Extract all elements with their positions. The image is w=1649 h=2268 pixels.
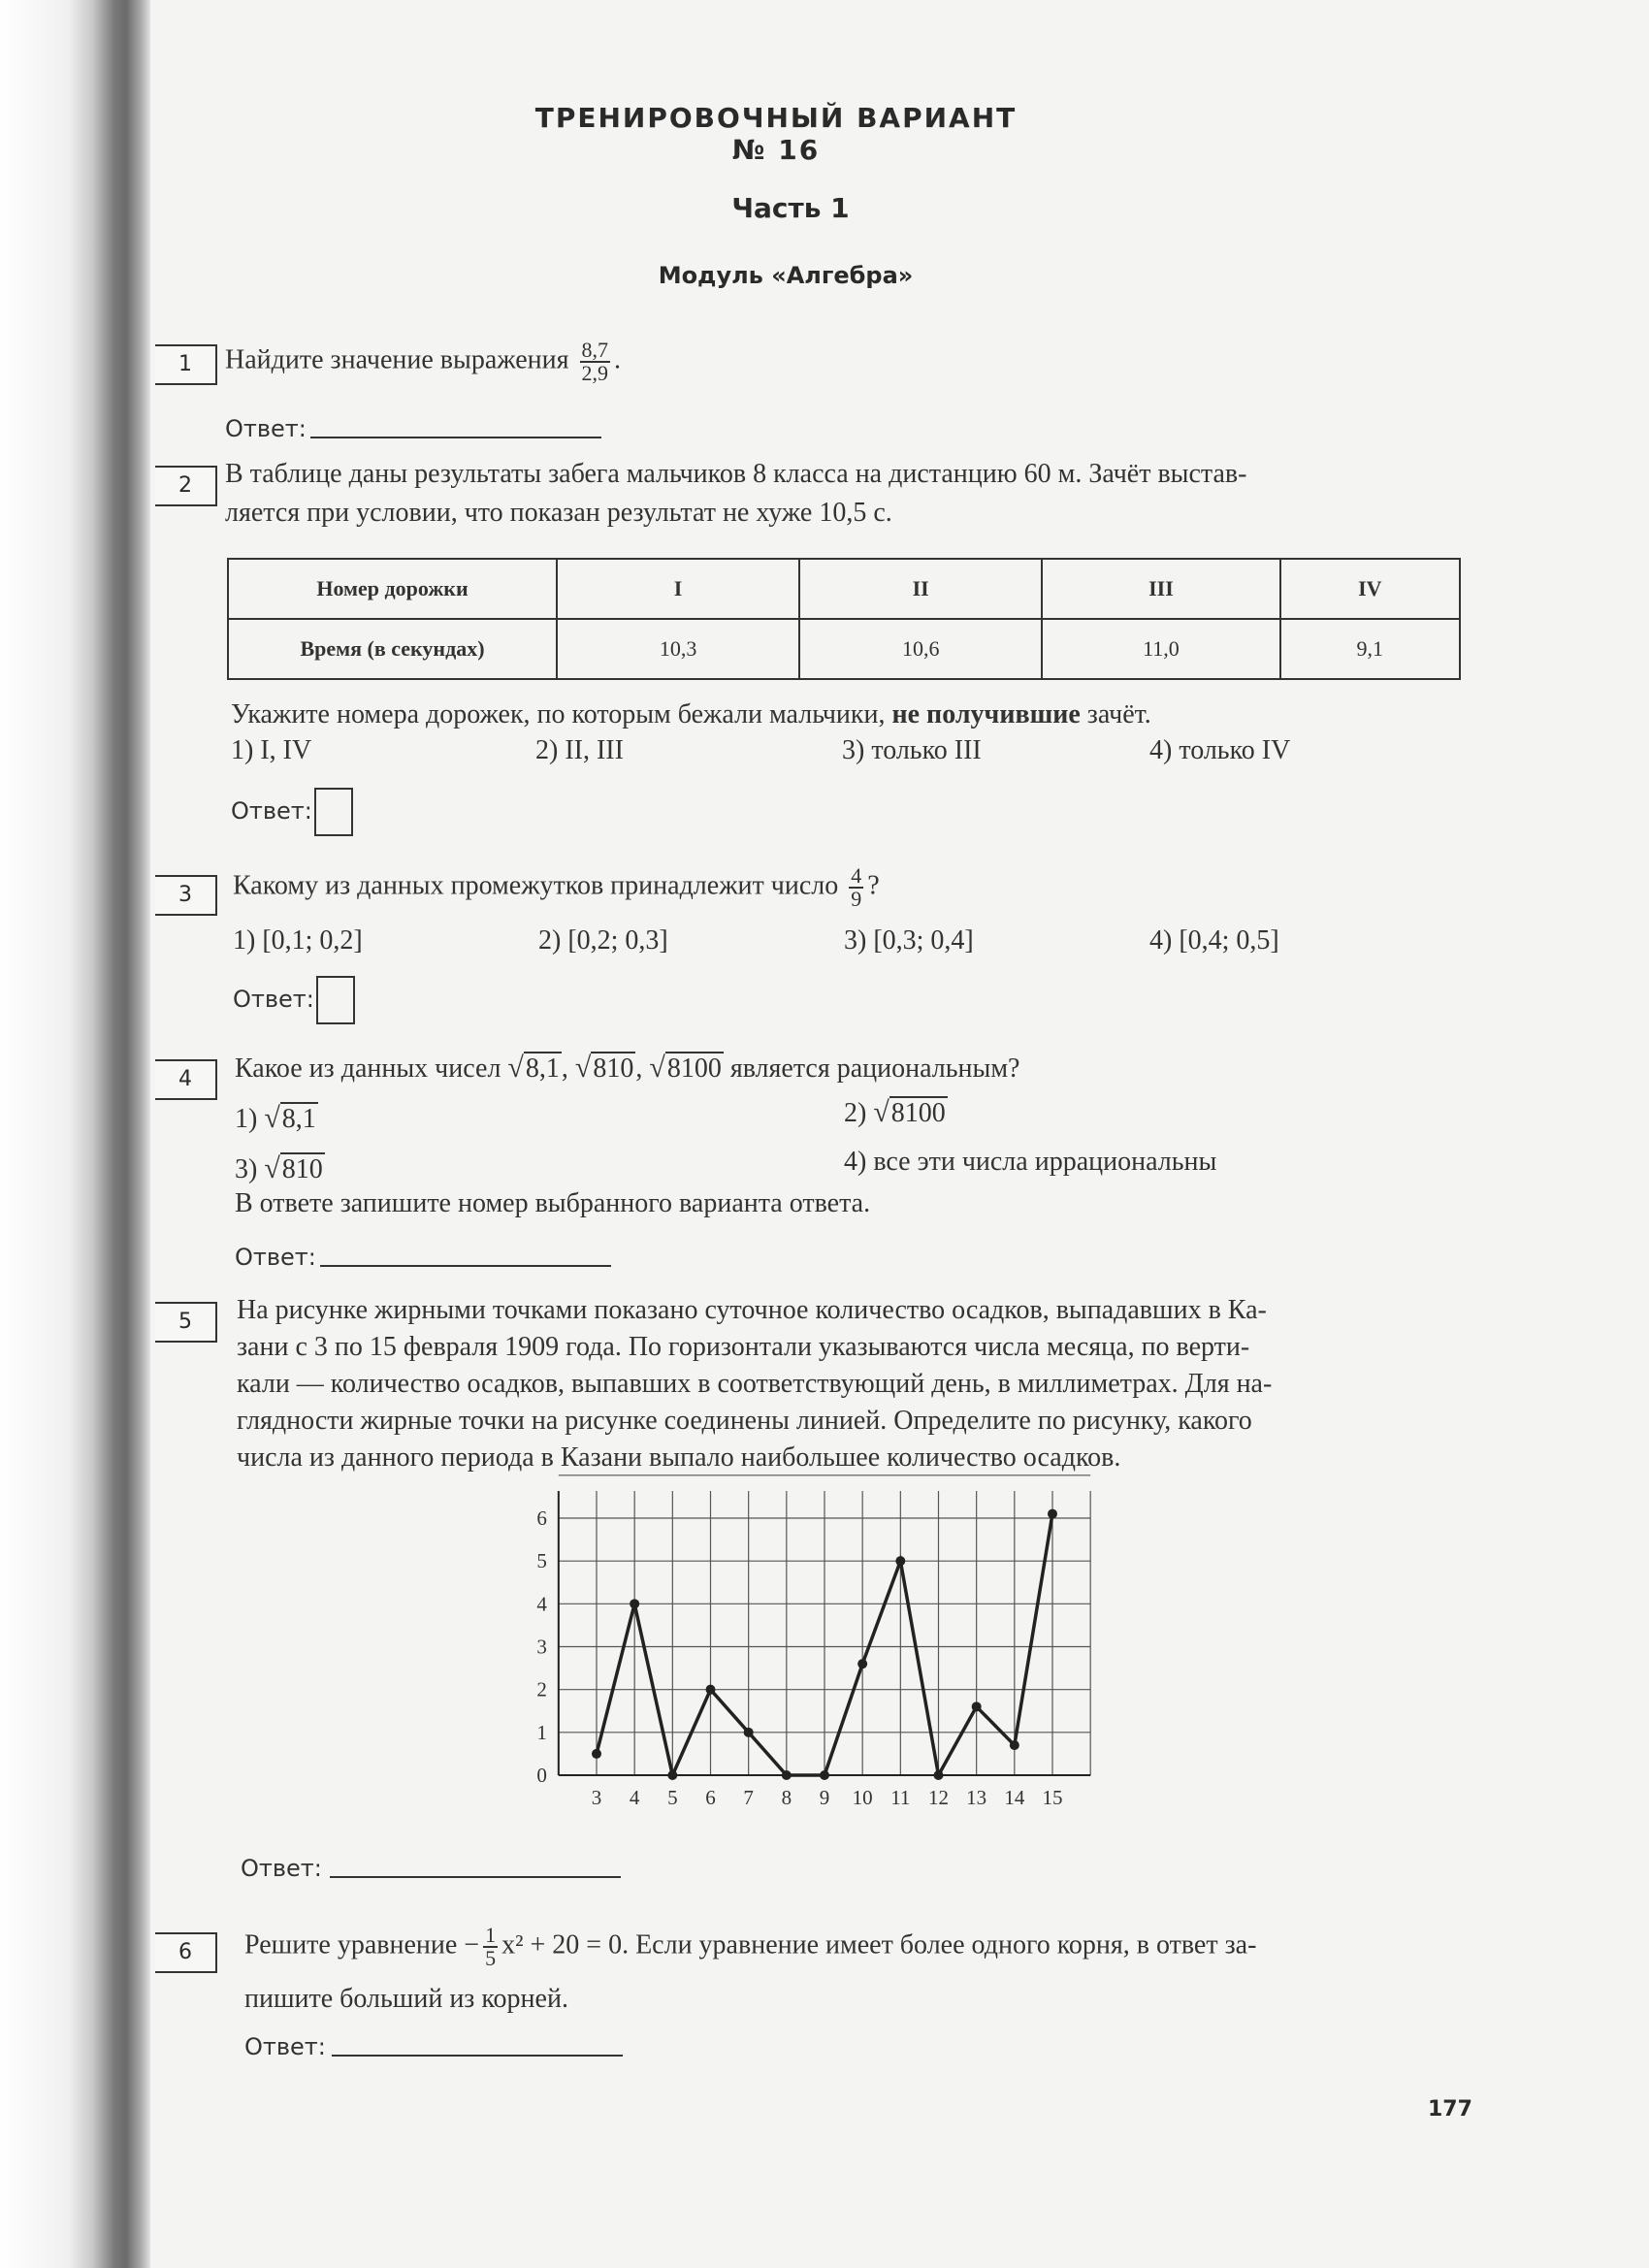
option-prefix: 2) bbox=[844, 1098, 867, 1128]
option-prefix: 1) bbox=[235, 1104, 258, 1134]
sqrt-radicand: 810 bbox=[593, 1053, 634, 1084]
y-tick-label: 0 bbox=[536, 1764, 547, 1787]
answer-field-1[interactable] bbox=[310, 437, 601, 438]
fraction-numerator: 1 bbox=[485, 1923, 497, 1947]
sqrt-radicand: 8100 bbox=[666, 1053, 722, 1084]
question-number-5: 5 bbox=[155, 1302, 217, 1343]
x-tick-label: 15 bbox=[1042, 1786, 1063, 1809]
question-number-2: 2 bbox=[155, 466, 217, 506]
answer-label-2: Ответ: bbox=[231, 797, 312, 825]
question-4-instruction: В ответе запишите номер выбранного варианта ответа. bbox=[235, 1188, 871, 1218]
option-prefix: 3) bbox=[235, 1154, 258, 1184]
results-table bbox=[227, 558, 1461, 680]
answer-field-5[interactable] bbox=[330, 1876, 621, 1878]
question-3-option-2[interactable]: 2) [0,2; 0,3] bbox=[538, 925, 668, 956]
module-heading: Модуль «Алгебра» bbox=[658, 262, 914, 289]
question-2-line-1: В таблице даны результаты забега мальчиков 8 класса на дистанцию 60 м. Зачёт выстав- bbox=[225, 459, 1247, 489]
question-4-option-3[interactable] bbox=[235, 1152, 325, 1185]
sqrt-expression: √8100 bbox=[873, 1096, 946, 1128]
fraction-denominator: 2,9 bbox=[581, 361, 608, 385]
question-2-prompt-start: Укажите номера дорожек, по которым бежали мальчики, bbox=[231, 699, 886, 729]
answer-label-6: Ответ: bbox=[244, 2033, 326, 2060]
sqrt-expression: √8,1 bbox=[264, 1102, 316, 1134]
x-tick-label: 12 bbox=[928, 1786, 949, 1809]
x-tick-label: 5 bbox=[667, 1786, 678, 1809]
x-tick-label: 4 bbox=[629, 1786, 640, 1809]
data-point bbox=[630, 1599, 639, 1608]
data-point bbox=[895, 1556, 905, 1566]
answer-label-1: Ответ: bbox=[225, 415, 307, 442]
question-3-option-4[interactable]: 4) [0,4; 0,5] bbox=[1149, 925, 1279, 956]
question-1-period: . bbox=[614, 344, 621, 375]
data-point bbox=[1010, 1740, 1019, 1750]
question-4-option-2[interactable] bbox=[844, 1096, 948, 1129]
question-6-line-2: пишите больший из корней. bbox=[244, 1984, 568, 2014]
question-3-option-1[interactable]: 1) [0,1; 0,2] bbox=[233, 925, 363, 956]
worksheet-page bbox=[155, 0, 1513, 2268]
question-3-prompt: Какому из данных промежутков принадлежит число bbox=[233, 870, 839, 901]
question-4-option-4[interactable]: 4) все эти числа иррациональны bbox=[844, 1147, 1217, 1177]
data-point bbox=[667, 1770, 677, 1780]
answer-label-3: Ответ: bbox=[233, 986, 314, 1013]
question-3-text bbox=[233, 865, 880, 910]
x-tick-label: 11 bbox=[890, 1786, 911, 1809]
question-6-fraction bbox=[483, 1925, 498, 1969]
sqrt-radicand: 8,1 bbox=[525, 1053, 560, 1084]
x-tick-label: 3 bbox=[591, 1786, 602, 1809]
y-tick-label: 5 bbox=[536, 1549, 547, 1573]
question-2-option-3[interactable]: 3) только III bbox=[842, 735, 982, 765]
x-tick-labels bbox=[592, 1786, 1063, 1809]
sqrt-expression: √8100 bbox=[649, 1052, 722, 1084]
sqrt-expression: √810 bbox=[574, 1052, 634, 1084]
y-tick-label: 6 bbox=[536, 1507, 547, 1530]
x-tick-label: 7 bbox=[743, 1786, 754, 1809]
data-point bbox=[857, 1659, 867, 1669]
question-3-qmark: ? bbox=[867, 870, 880, 901]
table-cell: 11,0 bbox=[1042, 619, 1279, 679]
data-point bbox=[934, 1770, 944, 1780]
question-4-prompt-start: Какое из данных чисел bbox=[235, 1053, 501, 1084]
data-point bbox=[706, 1685, 716, 1695]
sqrt-radicand: 8100 bbox=[890, 1098, 946, 1128]
sqrt-radicand: 8,1 bbox=[281, 1104, 316, 1134]
page-title: ТРЕНИРОВОЧНЫЙ ВАРИАНТ № 16 bbox=[534, 102, 1018, 166]
part-heading: Часть 1 bbox=[731, 192, 850, 224]
question-number-1: 1 bbox=[155, 344, 217, 385]
x-tick-label: 10 bbox=[852, 1786, 873, 1809]
fraction-denominator: 5 bbox=[485, 1946, 497, 1970]
question-6-prompt-start: Решите уравнение − bbox=[244, 1929, 480, 1960]
sqrt-expression: √8,1 bbox=[507, 1052, 560, 1084]
y-tick-label: 2 bbox=[536, 1677, 547, 1701]
question-1-fraction bbox=[580, 340, 611, 384]
precipitation-chart bbox=[536, 1484, 1246, 1814]
question-2-prompt bbox=[231, 697, 1511, 733]
question-3-fraction bbox=[849, 865, 863, 910]
question-2-option-4[interactable]: 4) только IV bbox=[1149, 735, 1291, 765]
table-row bbox=[228, 619, 1460, 679]
question-4-option-1[interactable] bbox=[235, 1102, 318, 1135]
x-tick-label: 8 bbox=[781, 1786, 792, 1809]
question-4-text: Какое из данных чисел √8,1, √810, √8100 является рациональным? bbox=[235, 1050, 1019, 1087]
page-number: 177 bbox=[1428, 2097, 1472, 2122]
question-2-option-1[interactable]: 1) I, IV bbox=[231, 735, 312, 765]
sqrt-radicand: 810 bbox=[281, 1154, 323, 1184]
fraction-numerator: 8,7 bbox=[581, 338, 608, 362]
y-tick-label: 1 bbox=[536, 1720, 547, 1744]
question-6-prompt-mid: x² + 20 = 0. Если уравнение имеет более одного корня, в ответ за- bbox=[501, 1929, 1257, 1960]
question-6-line-1 bbox=[244, 1925, 1525, 1969]
fraction-denominator: 9 bbox=[851, 887, 862, 911]
table-cell: 10,6 bbox=[799, 619, 1042, 679]
table-cell: 10,3 bbox=[557, 619, 799, 679]
y-tick-label: 3 bbox=[536, 1635, 547, 1659]
y-tick-labels bbox=[536, 1507, 547, 1787]
table-row bbox=[228, 559, 1460, 619]
question-5-line-3: кали — количество осадков, выпавших в соответствующий день, в миллиметрах. Для на- bbox=[237, 1369, 1273, 1399]
table-row-label: Время (в секундах) bbox=[228, 619, 557, 679]
question-1-text bbox=[225, 340, 621, 384]
answer-field-4[interactable] bbox=[320, 1265, 611, 1267]
data-point bbox=[820, 1770, 829, 1780]
question-number-3: 3 bbox=[155, 875, 217, 916]
question-5-line-1: На рисунке жирными точками показано суточное количество осадков, выпадавших в Ка- bbox=[237, 1295, 1267, 1325]
data-point bbox=[592, 1749, 601, 1759]
question-3-option-3[interactable]: 3) [0,3; 0,4] bbox=[844, 925, 974, 956]
question-2-line-2: ляется при условии, что показан результат не хуже 10,5 с. bbox=[225, 498, 892, 528]
fraction-numerator: 4 bbox=[851, 863, 862, 888]
x-tick-label: 6 bbox=[705, 1786, 716, 1809]
question-4-prompt-end: является рациональным? bbox=[729, 1053, 1020, 1084]
question-5-line-5: числа из данного периода в Казани выпало наибольшее количество осадков. bbox=[237, 1442, 1121, 1473]
answer-box-2[interactable] bbox=[314, 788, 353, 836]
table-header-lane: Номер дорожки bbox=[228, 559, 557, 619]
table-header-cell: IV bbox=[1280, 559, 1460, 619]
table-header-cell: I bbox=[557, 559, 799, 619]
question-5-line-2: зани с 3 по 15 февраля 1909 года. По горизонтали указываются числа месяца, по верти- bbox=[237, 1332, 1250, 1362]
table-header-cell: III bbox=[1042, 559, 1279, 619]
question-number-6: 6 bbox=[155, 1932, 217, 1973]
question-1-prompt: Найдите значение выражения bbox=[225, 344, 569, 375]
data-point bbox=[782, 1770, 792, 1780]
scan-binding-shadow bbox=[0, 0, 150, 2268]
data-point bbox=[972, 1701, 982, 1711]
question-2-prompt-end: зачёт. bbox=[1086, 699, 1151, 729]
question-5-line-4: глядности жирные точки на рисунке соединены линией. Определите по рисунку, какого bbox=[237, 1406, 1252, 1436]
question-2-prompt-bold: не получившие bbox=[891, 699, 1081, 729]
answer-field-6[interactable] bbox=[332, 2055, 623, 2057]
x-tick-label: 14 bbox=[1004, 1786, 1025, 1809]
answer-label-5: Ответ: bbox=[241, 1855, 322, 1882]
table-header-cell: II bbox=[799, 559, 1042, 619]
question-2-option-2[interactable]: 2) II, III bbox=[535, 735, 624, 765]
answer-box-3[interactable] bbox=[316, 976, 355, 1024]
sqrt-expression: √810 bbox=[264, 1152, 323, 1184]
y-tick-label: 4 bbox=[536, 1592, 547, 1616]
data-point bbox=[744, 1728, 754, 1737]
x-tick-label: 9 bbox=[819, 1786, 830, 1809]
table-cell: 9,1 bbox=[1280, 619, 1460, 679]
answer-label-4: Ответ: bbox=[235, 1244, 316, 1271]
data-point bbox=[1048, 1509, 1057, 1519]
x-tick-label: 13 bbox=[966, 1786, 987, 1809]
question-number-4: 4 bbox=[155, 1059, 217, 1100]
